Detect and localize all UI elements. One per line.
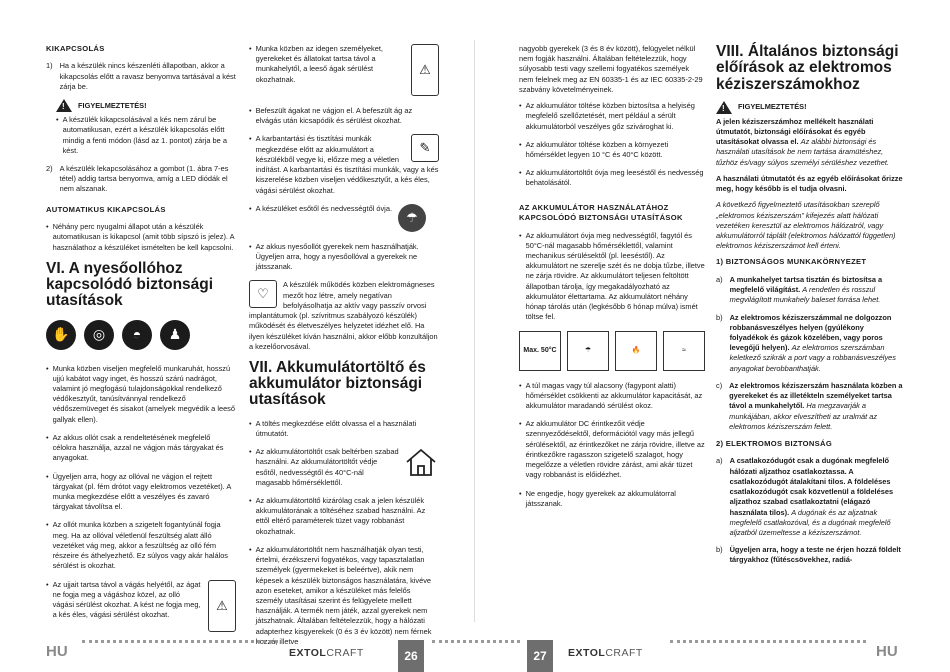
list-item: • Ügyeljen arra, hogy az ollóval ne vágjon el rejtett tárgyakat (pl. fém drótot vagy elektromos vezetéket). A munka megkezdése előtt a veszélyes és zavaró tárgyakat távolítsa el. bbox=[46, 471, 231, 512]
battery-warning-icons bbox=[519, 331, 705, 371]
list-item: • Az akkumulátortöltő kizárólag csak a jelen készülék akkumulátorának a töltéséhez szabad használni. Az ettől eltérő paraméterek tüzet vagy robbanást okozhatnak. bbox=[249, 496, 426, 536]
paragraph: A jelen kéziszerszámhoz mellékelt használati útmutatót, biztonsági előírásokat és egyéb utasításokat olvassa el. Az alábbi biztonsági és használati utasítások be nem tartása áramütéshez, tűzhöz és/vagy súlyos személyi sérüléshez vezethet. bbox=[716, 116, 889, 167]
list-item: • Az akkumulátor DC érintkezőit védje szennyeződésektől, deformációtól vagy más jellegű sérülésektől, az érintkezőket ne zárja rövidre, illetve az érintkezőkre ragasszon szigetelő szalagot, hogy megelőzze a véletlen rövidre zárást, ami akár tüzet vagy robbanást is előidézhet. bbox=[519, 419, 705, 480]
chapter-title-6: VI. A nyesőollóhoz kapcsolódó biztonsági utasítások bbox=[46, 259, 214, 310]
pacemaker-icon: ♡ bbox=[249, 280, 277, 308]
list-item: • Az akkumulátortöltőt csak beltérben szabad használni. Az akkumulátortöltőt védje esőtől, nedvességtől és 40°C-nál magasabb hőmérséklettől. bbox=[249, 447, 439, 488]
list-item: • Az akkumulátor töltése közben a környezeti hőmérséklet legyen 10 °C és 40°C között. bbox=[519, 139, 669, 159]
page-gutter bbox=[474, 40, 475, 622]
warning-icon bbox=[56, 99, 72, 112]
goggles-icon: ◎ bbox=[84, 320, 114, 350]
warning-label: ! FIGYELMEZTETÉS! bbox=[716, 101, 904, 114]
list-item: • Ne engedje, hogy gyerekek az akkumulátorral játsszanak. bbox=[519, 488, 676, 508]
paragraph: A következő figyelmeztető utasításokban szereplő „elektromos kéziszerszám” kifejezés alatt hálózati vezetéken keresztül az elektromos hálózatról, vagy akkumulátorról táplált (elektromos hálózattól független) elektromos kéziszerszámot kell érteni. bbox=[716, 200, 896, 251]
cut-hazard-icon: ⚠ bbox=[208, 580, 236, 632]
list-item: • A készülék kikapcsolásával a kés nem zárul be automatikusan, ezért a készülék kikapcsolás előtt mindig a fenti módon (lásd az 1. pontot) zárja be a kést. bbox=[56, 115, 227, 155]
list-item: • Az akkumulátortöltőt óvja meg leeséstől és nedvesség behatolásától. bbox=[519, 168, 704, 188]
no-water-icon: ≈ bbox=[663, 331, 705, 371]
indoor-house-icon bbox=[405, 447, 437, 477]
list-item: • Néhány perc nyugalmi állapot után a készülék automatikusan is kikapcsol (amit több sípszó is jelez). A használathoz a készüléket ismételten be kell kapcsolni. bbox=[46, 222, 235, 252]
warning-icon bbox=[716, 101, 732, 114]
list-item: • Az ollót munka közben a szigetelt fogantyúnál fogja meg. Ha az ollóval véletlenül feszültség alatt álló vezetéket vág meg, akkor a feszültség az olló fém részeire és áthelyezhető. Ez súlyos vagy akár halálos sérülést is okozhat. bbox=[46, 520, 229, 571]
helmet-icon: ◓ bbox=[122, 320, 152, 350]
section-heading-electric: 2) ELEKTROMOS BIZTONSÁG bbox=[716, 438, 833, 448]
list-item: • ✎ A karbantartási és tisztítási munkák megkezdése előtt az akkumulátort a készülékből vegye ki, előzze meg a véletlen indítást. A karbantartási és tisztítási munkák, vagy a kés kiszerelése közben viseljen védőkesztyűt, a kés éles, vágási sérülést okozhat. bbox=[249, 134, 439, 195]
list-item: • Befeszült ágakat ne vágjon el. A befeszült ág az elvágás után kicsapódik és sérülést okozhat. bbox=[249, 106, 413, 126]
page-number-left: 26 bbox=[398, 640, 424, 672]
no-rain-icon: ☂ bbox=[567, 331, 609, 371]
list-item: • Az akkumulátor töltése közben biztosítsa a helyiség megfelelő szellőztetését, mert például a sérült akkumulátorból veszélyes gőz szivároghat ki. bbox=[519, 101, 695, 131]
chapter-title-7: VII. Akkumulátortöltő és akkumulátor biztonsági utasítások bbox=[249, 358, 426, 409]
section-heading-battery: AZ AKKUMULÁTOR HASZNÁLATÁHOZ KAPCSOLÓDÓ BIZTONSÁGI UTASÍTÁSOK bbox=[519, 202, 683, 223]
rain-icon: ☂ bbox=[398, 204, 426, 232]
list-item: • Az akkumulátortöltőt nem használhatják olyan testi, értelmi, érzékszervi fogyatékos, vagy tapasztalatlan személyek (gyermekeket is beleértve), akik nem képesek a készülék biztonságos használatára, kivéve azon eseteket, amikor a készüléket más felelős személy utasításai szerint és felügyelete mellett használják. A termék nem játék, azzal gyerekek nem játszhatnak. Általában feltételezzük, hogy a hálózati adapterhez kisgyerekek (0 és 3 év között) nem férnek hozzá, illetve bbox=[249, 544, 432, 646]
section-heading-kikapcsolas: KIKAPCSOLÁS bbox=[46, 44, 105, 53]
column-2 bbox=[249, 44, 439, 655]
pacemaker-paragraph: ♡ A készülék működés közben elektromágneses mezőt hoz létre, amely negatívan befolyásolhatja az aktív vagy passzív orvosi implantátumok (pl. szívritmus szabályozó készülék) működését és életveszélyes helyzetet idézhet elő. Ha ilyen készüléket kíván használni, akkor előbb konzultáljon a kezelőorvosával. bbox=[249, 280, 438, 351]
list-item: • A töltés megkezdése előtt olvassa el a használati útmutatót. bbox=[249, 418, 417, 438]
list-item: • Munka közben viseljen megfelelő munkaruhát, hosszú ujjú kabátot vagy inget, és hosszú szárú nadrágot, valamint jó megfogású tulajdonságokkal rendelkező védőkesztyűt, tanúsítvánnyal rendelkező védőszemüveget és sisakot (amelyek megvédik a leeső gallyak ellen). bbox=[46, 363, 235, 424]
list-item: • ⚠ Az ujjait tartsa távol a vágás helyétől, az ágat ne fogja meg a vágáshoz közel, az olló vágási sérülést okozhat. A kést ne fogja meg, a kés éles, vágási sérülést okozhat. bbox=[46, 580, 236, 634]
divider bbox=[670, 640, 866, 643]
list-item: • Az akkus ollót csak a rendeltetésének megfelelő célokra használja, azzal ne vágjon más tárgyakat és anyagokat. bbox=[46, 432, 224, 463]
keep-distance-icon: ⚠ bbox=[411, 44, 439, 96]
list-item: • Az akkus nyesőollót gyerekek nem használhatják. Ügyeljen arra, hogy a nyesőollóval a gyerekek ne játsszanak. bbox=[249, 241, 419, 272]
paragraph: A használati útmutatót és az egyéb előírásokat őrizze meg, hogy később is el tudja olvasni. bbox=[716, 173, 903, 194]
brand-logo-right: EXTOLCRAFT bbox=[568, 647, 643, 659]
page-footer bbox=[0, 624, 950, 672]
column-3 bbox=[519, 44, 705, 517]
divider bbox=[432, 640, 520, 643]
warning-label: ! FIGYELMEZTETÉS! bbox=[56, 99, 236, 112]
chapter-title-8: VIII. Általános biztonsági előírások az elektromos kéziszerszámokhoz bbox=[716, 43, 899, 93]
protective-clothing-icon: ♟ bbox=[160, 320, 190, 350]
numbered-item: b) Az elektromos kéziszerszámmal ne dolgozzon robbanásveszélyes helyen (gyúlékony folyadékok és gázok közelében, vagy poros levegőjű helyen). Az elektromos szerszámban keletkező szikrák a port vagy a robbanásveszélyes anyagokat berobbanthatják. bbox=[716, 312, 896, 373]
divider bbox=[82, 640, 278, 643]
list-item: • ☂ A készüléket esőtől és nedvességtől óvja. bbox=[249, 204, 439, 234]
page-number-right: 27 bbox=[527, 640, 553, 672]
no-fire-icon: 🔥 bbox=[615, 331, 657, 371]
column-1 bbox=[46, 44, 236, 642]
gloves-icon: ✋ bbox=[46, 320, 76, 350]
ppe-icons bbox=[46, 320, 236, 350]
numbered-item: a) A csatlakozódugót csak a dugónak megfelelő hálózati aljzathoz csatlakoztassa. A csatlakozódugót átalakítani tilos. A földeléses csatlakozódugót csak közvetlenül a földeléses aljzathoz szabad csatlakoztatni (elágazó használata tilos). A dugónak és az aljzatnak megfelelő csatlakozóval, és a dugónak megfelelő aljzatból üzemeltesse a kéziszerszámot. bbox=[716, 456, 894, 537]
list-item: • A túl magas vagy túl alacsony (fagypont alatti) hőmérséklet csökkenti az akkumulátor kapacitását, az akkumulátor maradandó sérülést okoz. bbox=[519, 380, 703, 410]
numbered-item: c) Az elektromos kéziszerszám használata közben a gyerekeket és az illetékteln személyeket tartsa távol a munkahelytől. Ha megzavarják a munkájában, akkor elveszítheti az uralmát az elektromos kéziszerszám felett. bbox=[716, 380, 903, 431]
language-code-left: HU bbox=[46, 643, 68, 660]
numbered-item: a) A munkahelyet tartsa tisztán és biztosítsa a megfelelő világítást. A rendetlen és rosszul megvilágított munkahely baleset forrása lehet. bbox=[716, 274, 883, 305]
list-item: • Az akkumulátort óvja meg nedvességtől, fagytól és 50°C-nál magasabb hőmérséklettől, valamint mechanikus sérülésektől (pl. leeséstől). Az akkumulátort ne szerelje szét és ne dobja tűzbe, illetve ne zárja rövidre. Az akkumulátort teljesen feltöltött állapotban tárolja, így megakadályozható az akkumulátor élettartama. Az akkumulátort néhány hónap tárolás után (legkésőbb 6 hónap múlva) ismét töltse fel. bbox=[519, 230, 705, 322]
language-code-right: HU bbox=[876, 643, 898, 660]
max-temperature-icon: Max. 50°C bbox=[519, 331, 561, 371]
brand-logo-left: EXTOLCRAFT bbox=[289, 647, 364, 659]
numbered-item: 1) Ha a készülék nincs készenléti állapotban, akkor a kikapcsolás előtt a ravasz benyomva tartásával a kést zárja be. bbox=[46, 61, 236, 91]
section-heading-environment: 1) BIZTONSÁGOS MUNKAKÖRNYEZET bbox=[716, 257, 867, 267]
section-heading-auto: AUTOMATIKUS KIKAPCSOLÁS bbox=[46, 204, 166, 214]
paragraph: nagyobb gyerekek (3 és 8 év között), felügyelet nélkül nem fogják használni. Általában feltételezzük, hogy súlyosabb testi vagy szellemi fogyatékos személyek nem felelnek meg az EN 60335-1 és az IEC 60335-2-29 szabvány követelményeinek. bbox=[519, 44, 703, 94]
list-item: • ⚠ Munka közben az idegen személyeket, gyerekeket és állatokat tartsa távol a munkahelytől, a leeső ágak sérülést okozhatnak. bbox=[249, 44, 439, 98]
numbered-item: b) Ügyeljen arra, hogy a teste ne érjen hozzá földelt tárgyakhoz (fűtéscsövekhez, radiá- bbox=[716, 545, 901, 565]
column-4 bbox=[716, 44, 904, 573]
remove-battery-icon: ✎ bbox=[411, 134, 439, 162]
numbered-item: 2) A készülék lekapcsolásához a gombot (1. ábra 7-es tétel) addig tartsa benyomva, amíg a LED diódák el nem alszanak. bbox=[46, 164, 229, 194]
